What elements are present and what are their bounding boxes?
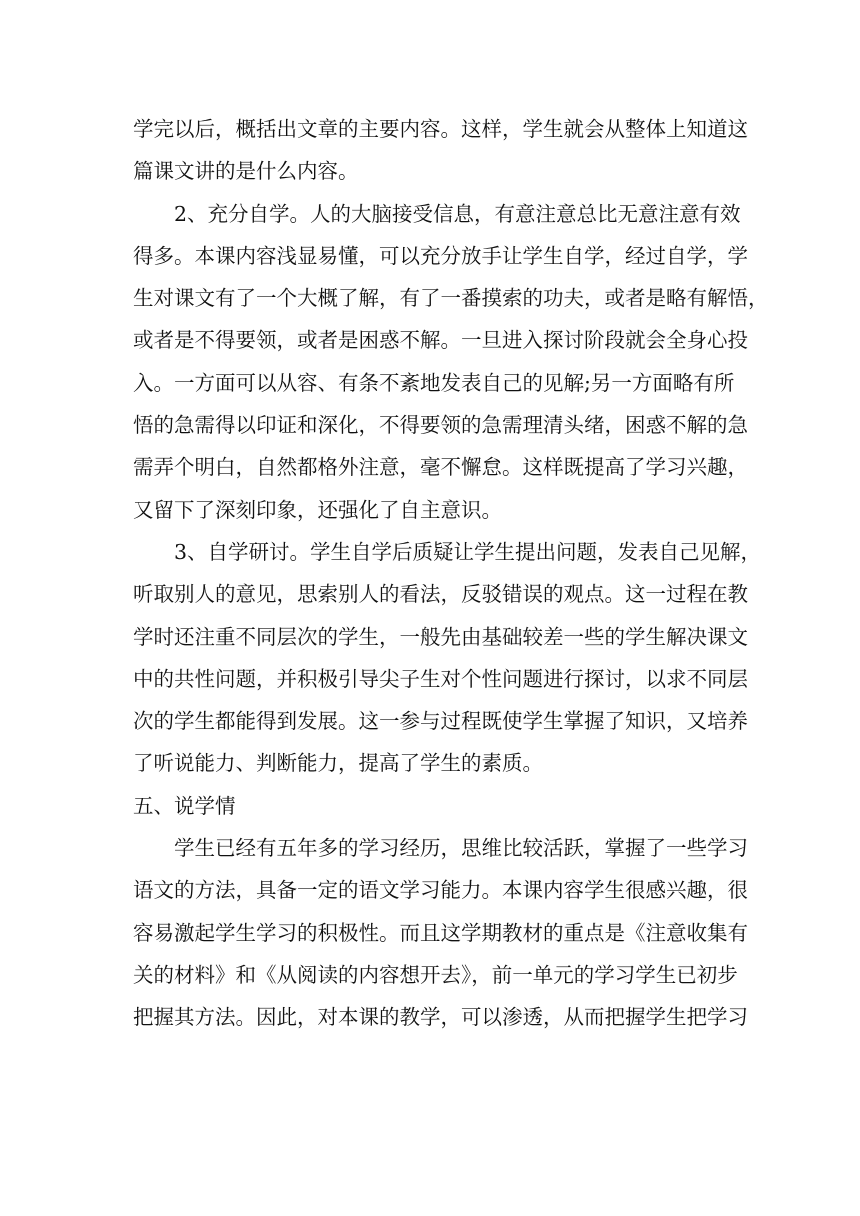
text-line: 3、自学研讨。学生自学后质疑让学生提出问题，发表自己见解， bbox=[174, 539, 762, 564]
text-line: 听取别人的意见，思索别人的看法，反驳错误的观点。这一过程在教 bbox=[133, 582, 748, 607]
text-line: 学时还注重不同层次的学生，一般先由基础较差一些的学生解决课文 bbox=[133, 624, 748, 649]
text-line: 次的学生都能得到发展。这一参与过程既使学生掌握了知识，又培养 bbox=[133, 709, 748, 734]
paragraph-p3 bbox=[133, 531, 762, 785]
text-line: 容易激起学生学习的积极性。而且这学期教材的重点是《注意收集有 bbox=[133, 920, 748, 945]
text-line: 篇课文讲的是什么内容。 bbox=[133, 159, 359, 184]
text-line: 把握其方法。因此，对本课的教学，可以渗透，从而把握学生把学习 bbox=[133, 1005, 748, 1030]
text-line: 学完以后，概括出文章的主要内容。这样，学生就会从整体上知道这 bbox=[133, 117, 748, 141]
text-line: 学生已经有五年多的学习经历，思维比较活跃，掌握了一些学习 bbox=[174, 836, 748, 861]
document-body bbox=[133, 108, 769, 1039]
text-line: 需弄个明白，自然都格外注意，毫不懈怠。这样既提高了学习兴趣， bbox=[133, 455, 748, 480]
text-line: 了听说能力、判断能力，提高了学生的素质。 bbox=[133, 751, 543, 776]
text-line: 2、充分自学。人的大脑接受信息，有意注意总比无意注意有效 bbox=[174, 201, 741, 226]
paragraph-p4 bbox=[133, 827, 748, 1038]
paragraph-p2 bbox=[133, 193, 769, 531]
paragraph-p1 bbox=[133, 108, 748, 193]
text-line: 悟的急需得以印证和深化，不得要领的急需理清头绪，困惑不解的急 bbox=[133, 413, 748, 438]
text-line: 或者是不得要领，或者是困惑不解。一旦进入探讨阶段就会全身心投 bbox=[133, 328, 748, 353]
section-heading bbox=[133, 785, 727, 827]
text-line: 中的共性问题，并积极引导尖子生对个性问题进行探讨，以求不同层 bbox=[133, 666, 748, 691]
text-line: 得多。本课内容浅显易懂，可以充分放手让学生自学，经过自学，学 bbox=[133, 243, 748, 268]
text-line: 语文的方法，具备一定的语文学习能力。本课内容学生很感兴趣，很 bbox=[133, 878, 748, 903]
text-line: 关的材料》和《从阅读的内容想开去》，前一单元的学习学生已初步 bbox=[133, 962, 738, 987]
text-line: 入。一方面可以从容、有条不紊地发表自己的见解;另一方面略有所 bbox=[133, 370, 735, 395]
text-line: 又留下了深刻印象，还强化了自主意识。 bbox=[133, 497, 502, 522]
text-line: 生对课文有了一个大概了解，有了一番摸索的功夫，或者是略有解悟， bbox=[133, 286, 769, 311]
heading-text: 五、说学情 bbox=[133, 793, 236, 818]
